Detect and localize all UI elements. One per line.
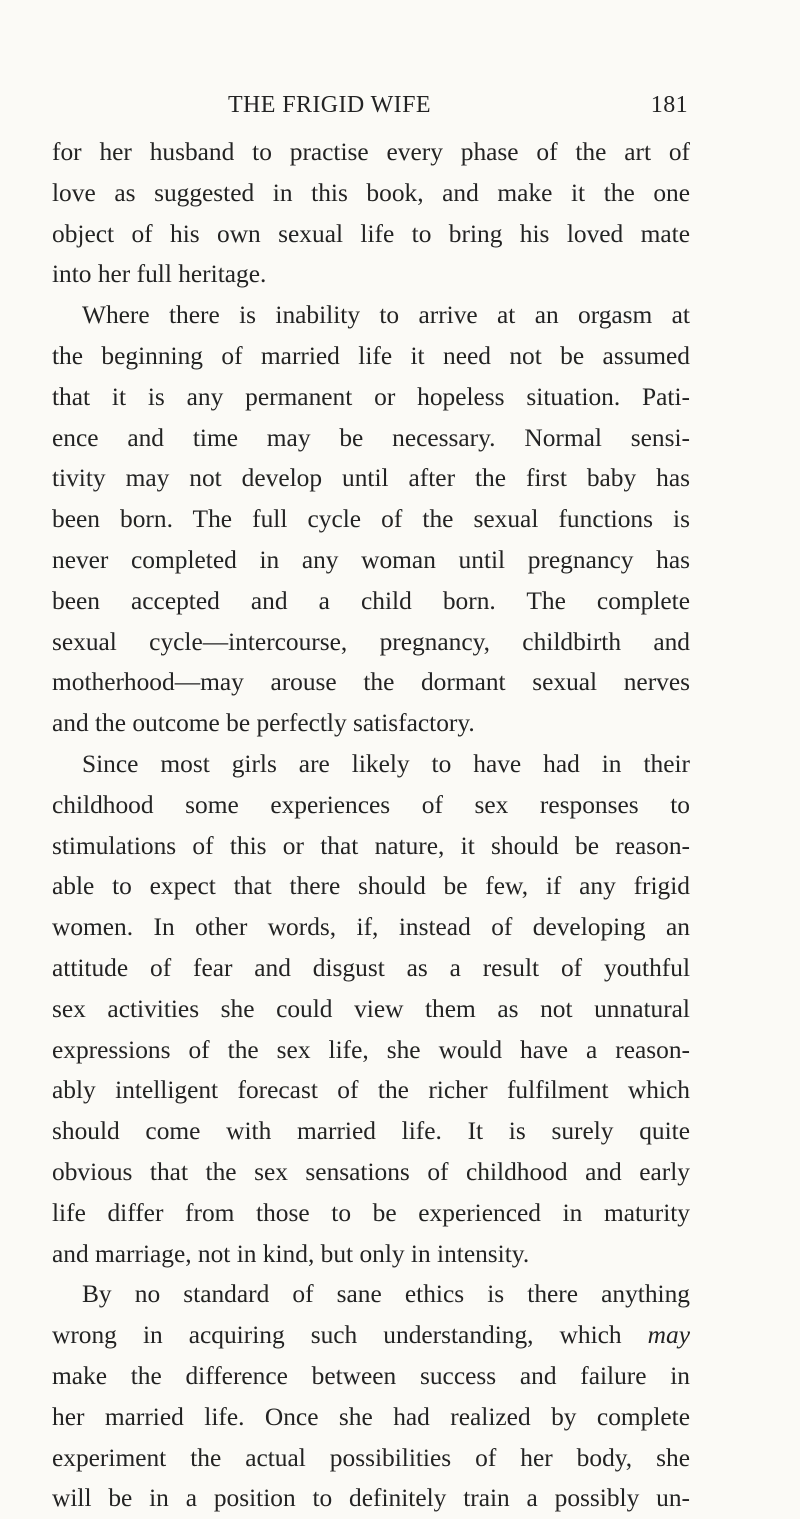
text-line: life differ from those to be experienced in maturity [52,1198,690,1227]
italic-word: may [647,1321,690,1350]
text-line: ably intelligent forecast of the richer fulfilment which [52,1076,690,1105]
text-line: never completed in any woman until pregnancy has [52,545,690,574]
text-line: Since most girls are likely to have had in their [82,749,690,778]
page-number: 181 [650,92,688,118]
text-line: motherhood—may arouse the dormant sexual nerves [52,668,690,697]
text-line: love as suggested in this book, and make it the one [52,178,690,207]
text-line: expressions of the sex life, she would have a reason- [52,1035,690,1064]
text-line: been born. The full cycle of the sexual functions is [52,505,690,534]
text-line: sex activities she could view them as not unnatural [52,994,690,1023]
text-line: and the outcome be perfectly satisfactory. [52,709,475,738]
text-line [52,1315,690,1356]
text-line: able to expect that there should be few, if any frigid [52,872,690,901]
text-line: attitude of fear and disgust as a result of youthful [52,953,690,982]
text-line: into her full heritage. [52,260,267,289]
text-line: the beginning of married life it need not be assumed [52,341,690,370]
text-line: childhood some experiences of sex responses to [52,790,690,819]
chapter-title: THE FRIGID WIFE [228,92,431,118]
text-line: sexual cycle—intercourse, pregnancy, childbirth and [52,627,690,656]
text-line: Where there is inability to arrive at an orgasm at [82,301,690,330]
text-line: tivity may not develop until after the first baby has [52,464,690,493]
text-line: ence and time may be necessary. Normal sensi- [52,423,690,452]
text-line: should come with married life. It is surely quite [52,1117,690,1146]
running-head [228,92,688,126]
text-line-start: wrong in acquiring such understanding, which [52,1321,622,1350]
text-line: women. In other words, if, instead of developing an [52,913,690,942]
text-line: and marriage, not in kind, but only in intensity. [52,1239,530,1268]
text-line: make the difference between success and failure in [52,1361,690,1390]
text-line: been accepted and a child born. The complete [52,586,690,615]
text-line: for her husband to practise every phase of the art of [52,138,690,166]
text-line: object of his own sexual life to bring his loved mate [52,219,690,248]
text-line: stimulations of this or that nature, it should be reason- [52,831,690,860]
text-line: obvious that the sex sensations of childhood and early [52,1157,690,1186]
text-line: By no standard of sane ethics is there anything [82,1280,690,1309]
text-line: will be in a position to definitely train a possibly un- [52,1484,690,1513]
text-line: experiment the actual possibilities of her body, she [52,1443,690,1472]
body-text [52,132,690,1519]
text-line: her married life. Once she had realized by complete [52,1402,690,1431]
text-line: that it is any permanent or hopeless situation. Pati- [52,382,690,411]
